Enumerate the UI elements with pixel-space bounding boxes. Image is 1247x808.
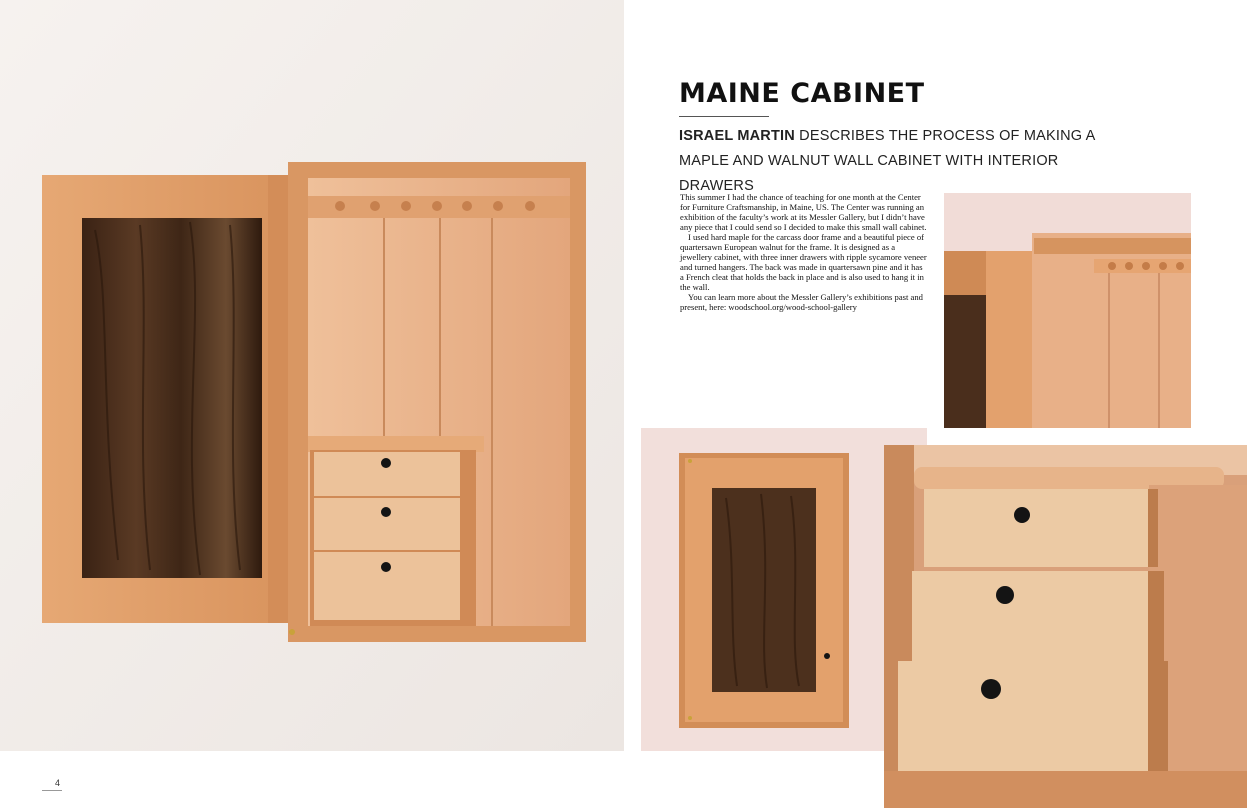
- drawers-detail-photo: [884, 445, 1247, 808]
- article-body: [680, 192, 927, 312]
- drawer-2: [314, 498, 460, 550]
- title-divider: [679, 116, 769, 117]
- body-paragraph: This summer I had the chance of teaching for one month at the Center for Furniture Craftsmanship, in Maine, US. The Center was running an exhibition of the faculty’s work at its Messler Gallery, but I didn’t have any piece that I could send so I decided to make this small wall cabinet.: [680, 192, 927, 232]
- page-number-rule: [42, 790, 62, 791]
- main-cabinet-photo: [0, 0, 624, 751]
- interior-closeup-photo: [944, 193, 1191, 428]
- body-paragraph: I used hard maple for the carcass door frame and a beautiful piece of quartersawn European walnut for the frame. It is designed as a jewellery cabinet, with three inner drawers with ripple sycamore veneer and turned hangers. The back was made in quartersawn pine and it has a French cleat that holds the back in place and is also used to hang it in the wall.: [680, 232, 927, 292]
- subtitle-text: DESCRIBES THE PROCESS OF MAKING A MAPLE AND WALNUT WALL CABINET WITH INTERIOR DRAWERS: [679, 128, 1095, 194]
- article-author: ISRAEL MARTIN: [679, 128, 795, 144]
- article-title: MAINE CABINET: [679, 78, 925, 109]
- body-paragraph: You can learn more about the Messler Gallery’s exhibitions past and present, here: woodschool.org/wood-school-gallery: [680, 292, 923, 312]
- page-number: 4: [55, 778, 61, 788]
- article-subtitle: [679, 124, 1119, 199]
